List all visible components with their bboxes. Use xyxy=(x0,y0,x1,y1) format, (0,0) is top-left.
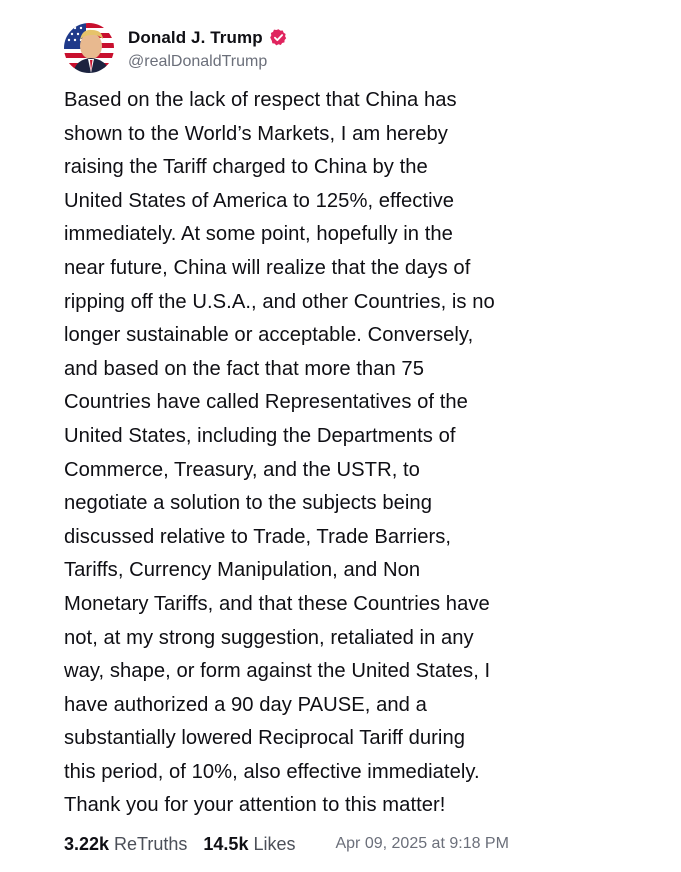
author-names xyxy=(128,26,288,71)
post-line: near future, China will realize that the days of xyxy=(64,256,471,279)
post-line: Thank you for your attention to this matter! xyxy=(64,794,446,817)
display-name[interactable]: Donald J. Trump xyxy=(128,27,263,47)
post-line: Based on the lack of respect that China has xyxy=(64,89,457,111)
post-line: have authorized a 90 day PAUSE, and a xyxy=(64,693,427,716)
post-line: Monetary Tariffs, and that these Countries have xyxy=(64,592,490,615)
author-handle[interactable]: @realDonaldTrump xyxy=(128,52,268,70)
post-line: Tariffs, Currency Manipulation, and Non xyxy=(64,559,421,582)
post-line: and based on the fact that more than 75 xyxy=(64,357,424,380)
post-header xyxy=(64,20,288,76)
post-line: shown to the World’s Markets, I am hereby xyxy=(64,122,448,145)
post-line: United States of America to 125%, effective xyxy=(64,189,455,212)
post-line: immediately. At some point, hopefully in the xyxy=(64,223,453,246)
retruths-stat[interactable] xyxy=(64,834,187,855)
likes-stat[interactable] xyxy=(203,834,295,855)
post-line: United States, including the Departments of xyxy=(64,424,456,447)
post-line: longer sustainable or acceptable. Conversely, xyxy=(64,324,474,347)
avatar-image xyxy=(64,23,114,73)
likes-count: 14.5k xyxy=(203,833,249,854)
likes-label: Likes xyxy=(253,833,296,854)
retruths-label: ReTruths xyxy=(114,833,188,854)
post-line: way, shape, or form against the United States, I xyxy=(64,660,491,683)
post-line: substantially lowered Reciprocal Tariff during xyxy=(64,727,466,750)
post-line: discussed relative to Trade, Trade Barriers, xyxy=(64,525,452,548)
display-name-row xyxy=(128,26,288,50)
verified-badge-icon xyxy=(269,28,288,47)
post-line: negotiate a solution to the subjects being xyxy=(64,492,432,515)
post-line: not, at my strong suggestion, retaliated in any xyxy=(64,626,474,649)
avatar[interactable] xyxy=(64,23,114,73)
post-body xyxy=(64,84,564,823)
retruths-count: 3.22k xyxy=(64,833,110,854)
post-line: this period, of 10%, also effective immediately. xyxy=(64,760,480,783)
post-line: ripping off the U.S.A., and other Countries, is no xyxy=(64,290,495,313)
post-timestamp[interactable]: Apr 09, 2025 at 9:18 PM xyxy=(335,835,509,852)
post-line: raising the Tariff charged to China by the xyxy=(64,156,428,179)
post-line: Countries have called Representatives of the xyxy=(64,391,468,414)
post-line: Commerce, Treasury, and the USTR, to xyxy=(64,458,420,481)
post-footer xyxy=(64,830,624,858)
